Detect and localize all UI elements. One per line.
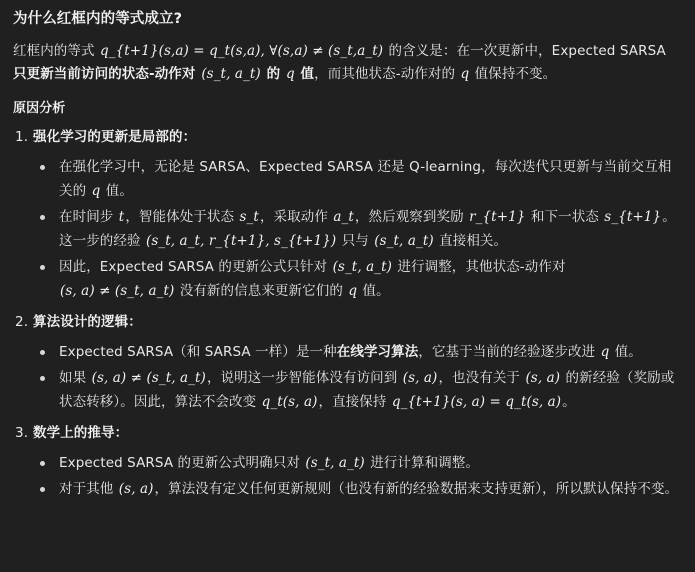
bullet-text: 在时间步: [59, 209, 118, 225]
bullet-text: Expected SARSA 的更新公式明确只对: [59, 455, 305, 471]
bullet-text: ，直接保持: [318, 394, 391, 410]
bullet-text: 值。: [358, 283, 390, 299]
math-expression: s_{t+1}: [604, 209, 662, 225]
reason-item: [13, 311, 683, 414]
bullet-item: [33, 255, 683, 303]
math-expression: q: [348, 283, 358, 299]
bullet-item: [33, 340, 683, 364]
bullet-item: [33, 155, 683, 203]
intro-text: 值保持不变。: [470, 66, 557, 82]
math-expression: q: [91, 183, 101, 199]
bullet-text: ，也没有关于: [438, 370, 525, 386]
intro-text: 红框内的等式: [13, 43, 99, 59]
math-expression: q_{t+1}(s,a) = q_t(s,a), ∀(s,a) ≠ (s_t,a_t): [100, 43, 384, 59]
bullet-text: 值。: [101, 183, 133, 199]
math-expression: (s, a) ≠ (s_t, a_t): [60, 283, 175, 299]
intro-text: 的含义是：在一次更新中，Expected SARSA: [384, 43, 666, 59]
math-expression: q_{t+1}(s, a) = q_t(s, a): [391, 394, 562, 410]
reason-heading: 算法设计的逻辑：: [33, 314, 142, 330]
math-expression: (s, a): [118, 481, 154, 497]
intro-text: ，而其他状态-动作对的: [314, 66, 460, 82]
reason-list: [13, 126, 683, 501]
bullet-text: 直接相关。: [434, 233, 508, 249]
bullet-list: [33, 155, 683, 303]
bullet-text: 因此，Expected SARSA 的更新公式只针对: [59, 259, 332, 275]
reason-heading: 强化学习的更新是局部的：: [33, 129, 197, 145]
math-expression: (s_t, a_t): [201, 66, 261, 82]
bullet-item: [33, 451, 683, 475]
math-expression: q: [460, 66, 470, 82]
bullet-text: ，智能体处于状态: [125, 209, 239, 225]
bullet-item: [33, 477, 683, 501]
reason-item: [13, 422, 683, 501]
bullet-text: ，它基于当前的经验逐步改进: [418, 344, 600, 360]
math-expression: q: [600, 344, 610, 360]
intro-bold-text: 值: [295, 66, 315, 82]
bullet-text: Expected SARSA（和 SARSA 一样）是一种: [59, 344, 337, 360]
intro-bold-text: 只更新当前访问的状态-动作对: [13, 66, 201, 82]
math-expression: q: [285, 66, 295, 82]
bullet-text: 进行调整，其他状态-动作对: [393, 259, 566, 275]
math-expression: q_t(s, a): [261, 394, 318, 410]
bullet-text: 对于其他: [59, 481, 118, 497]
bullet-text: ，说明这一步智能体没有访问到: [206, 370, 402, 386]
math-expression: (s, a): [402, 370, 438, 386]
math-expression: (s_t, a_t, r_{t+1}, s_{t+1}): [146, 233, 337, 249]
bullet-list: [33, 340, 683, 414]
bold-text: 在线学习算法: [336, 344, 419, 360]
math-expression: t: [118, 209, 125, 225]
bullet-text: 没有新的信息来更新它们的: [175, 283, 348, 299]
bullet-text: 如果: [59, 370, 91, 386]
intro-bold-text: 的: [261, 66, 285, 82]
list-number: 1.: [15, 129, 29, 145]
reason-item: [13, 126, 683, 303]
bullet-list: [33, 451, 683, 501]
bullet-text: 和下一状态: [526, 209, 604, 225]
math-expression: s_t: [239, 209, 259, 225]
page-title: 为什么红框内的等式成立?: [13, 11, 183, 27]
math-expression: a_t: [333, 209, 354, 225]
math-expression: r_{t+1}: [469, 209, 526, 225]
math-expression: (s_t, a_t): [332, 259, 393, 275]
list-number: 3.: [15, 425, 29, 441]
bullet-text: 在强化学习中，无论是 SARSA、Expected SARSA 还是 Q-learning，每次迭代只更新与当前交互相关的: [59, 159, 672, 199]
bullet-text: ，算法没有定义任何更新规则（也没有新的经验数据来支持更新），所以默认保持不变。: [154, 481, 679, 497]
bullet-text: 。: [562, 394, 576, 410]
list-number: 2.: [15, 314, 29, 330]
math-expression: (s_t, a_t): [374, 233, 434, 249]
bullet-text: 进行计算和调整。: [365, 455, 480, 471]
bullet-text: ，采取动作: [259, 209, 333, 225]
math-expression: (s, a) ≠ (s_t, a_t): [91, 370, 206, 386]
bullet-text: ，然后观察到奖励: [354, 209, 469, 225]
bullet-text: 。这一步的经验: [59, 209, 676, 249]
bullet-item: [33, 205, 683, 253]
bullet-text: 值。: [610, 344, 642, 360]
bullet-text: 只与: [337, 233, 374, 249]
intro-paragraph: [13, 40, 683, 86]
math-expression: (s, a): [525, 370, 561, 386]
bullet-item: [33, 366, 683, 414]
math-expression: (s_t, a_t): [305, 455, 365, 471]
analysis-heading: 原因分析: [13, 101, 66, 116]
bullet-text: 的新经验（奖励或状态转移）。因此，算法不会改变: [59, 370, 675, 410]
reason-heading: 数学上的推导：: [33, 425, 129, 441]
